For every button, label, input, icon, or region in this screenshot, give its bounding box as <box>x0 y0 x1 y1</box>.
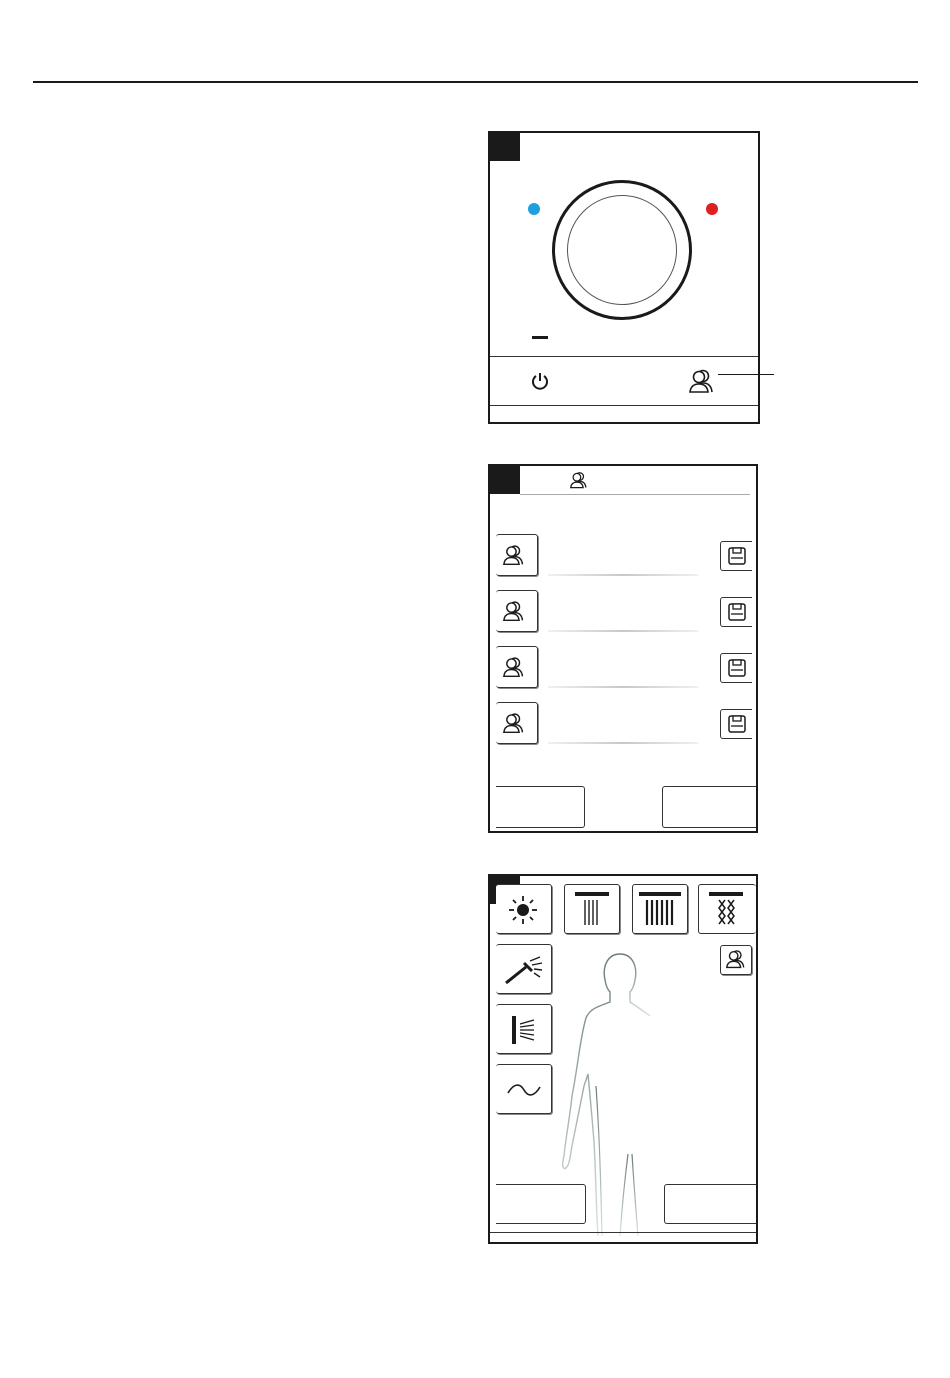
temperature-dial[interactable] <box>552 180 692 320</box>
light-button[interactable] <box>496 884 552 934</box>
profile-name-field[interactable] <box>548 630 698 632</box>
top-divider <box>33 81 918 83</box>
thermostat-panel <box>488 131 760 424</box>
floppy-save-icon <box>728 603 746 621</box>
wave-button[interactable] <box>496 1064 552 1114</box>
profile-name-field[interactable] <box>548 686 698 688</box>
mist-shower-button[interactable] <box>698 884 756 934</box>
save-profile-button[interactable] <box>720 653 752 683</box>
hot-indicator-icon <box>706 203 718 215</box>
user-profile-icon <box>502 600 526 622</box>
user-profile-icon[interactable] <box>688 368 716 394</box>
wide-rain-shower-button[interactable] <box>632 884 688 934</box>
floppy-save-icon <box>728 547 746 565</box>
user-profile-icon <box>502 712 526 734</box>
save-profile-button[interactable] <box>720 709 752 739</box>
wave-icon <box>506 1079 542 1101</box>
user-profile-icon <box>502 544 526 566</box>
panel-corner-marker <box>490 133 520 161</box>
rain-shower-icon <box>574 891 610 927</box>
left-nav-button[interactable] <box>496 1184 586 1224</box>
wide-rain-shower-icon <box>638 891 682 927</box>
header-divider <box>520 494 750 495</box>
dial-inner-ring <box>567 195 677 305</box>
light-icon <box>506 894 540 926</box>
right-nav-button[interactable] <box>662 786 756 828</box>
side-jets-icon <box>510 1014 540 1046</box>
bottom-bar <box>490 1232 756 1233</box>
profile-button[interactable] <box>720 945 752 975</box>
hand-shower-button[interactable] <box>496 944 552 994</box>
profile-select-button[interactable] <box>496 702 538 744</box>
control-bar <box>490 356 758 406</box>
profile-select-button[interactable] <box>496 590 538 632</box>
power-icon[interactable] <box>530 371 550 391</box>
cold-indicator-icon <box>528 203 540 215</box>
side-jets-button[interactable] <box>496 1004 552 1054</box>
header-user-profile-icon <box>569 471 589 489</box>
callout-line <box>718 374 774 375</box>
user-profile-icon <box>725 949 747 969</box>
shower-panel <box>488 874 758 1244</box>
left-nav-button[interactable] <box>496 786 585 828</box>
mist-shower-icon <box>708 891 744 927</box>
rain-shower-button[interactable] <box>564 884 620 934</box>
profile-select-button[interactable] <box>496 534 538 576</box>
hand-shower-icon <box>504 953 544 987</box>
floppy-save-icon <box>728 659 746 677</box>
user-profile-icon <box>502 656 526 678</box>
save-profile-button[interactable] <box>720 541 752 571</box>
panel-corner-marker <box>490 466 520 494</box>
right-nav-button[interactable] <box>664 1184 756 1224</box>
profile-select-button[interactable] <box>496 646 538 688</box>
minus-icon[interactable] <box>532 336 548 339</box>
profiles-panel <box>488 464 758 833</box>
save-profile-button[interactable] <box>720 597 752 627</box>
floppy-save-icon <box>728 715 746 733</box>
profile-name-field[interactable] <box>548 574 698 576</box>
profile-name-field[interactable] <box>548 742 698 744</box>
